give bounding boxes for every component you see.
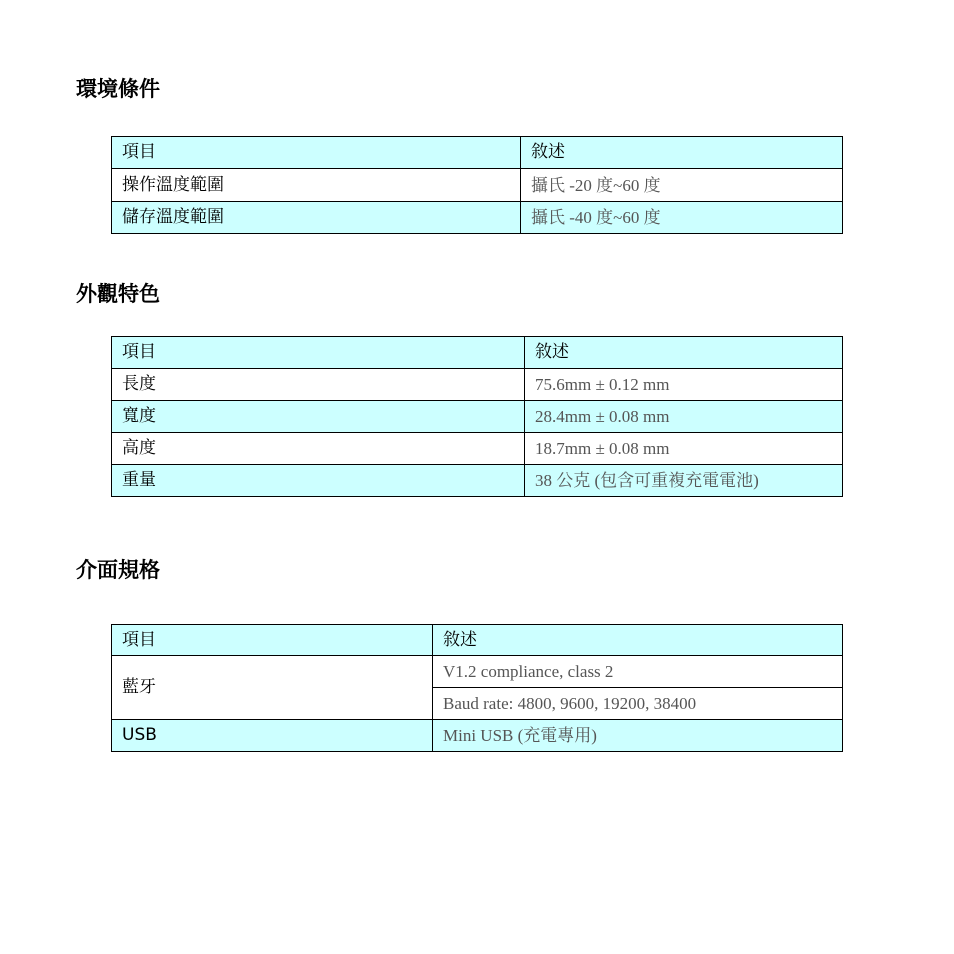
row-desc: 38 公克 (包含可重複充電電池): [525, 465, 843, 497]
row-desc: 28.4mm ± 0.08 mm: [525, 401, 843, 433]
table-row: [112, 433, 843, 465]
row-desc: 75.6mm ± 0.12 mm: [525, 369, 843, 401]
row-item: 寬度: [112, 401, 525, 433]
table-row: [112, 656, 843, 688]
appearance-table: [111, 336, 843, 497]
row-desc: 攝氏 -20 度~60 度: [521, 169, 843, 202]
header-desc: 敘述: [433, 625, 843, 656]
row-item: 重量: [112, 465, 525, 497]
row-item: 操作溫度範圍: [112, 169, 521, 202]
row-desc: 攝氏 -40 度~60 度: [521, 202, 843, 234]
interface-table: [111, 624, 843, 752]
table-row: [112, 465, 843, 497]
row-item-bluetooth: 藍牙: [112, 656, 433, 720]
section-title-environment: 環境條件: [76, 77, 160, 101]
environment-table: [111, 136, 843, 234]
row-desc: Baud rate: 4800, 9600, 19200, 38400: [433, 688, 843, 720]
table-row: [112, 401, 843, 433]
table-header-row: [112, 625, 843, 656]
table-header-row: [112, 137, 843, 169]
header-desc: 敘述: [525, 337, 843, 369]
row-desc: Mini USB (充電專用): [433, 720, 843, 752]
table-row: [112, 202, 843, 234]
table-row: [112, 369, 843, 401]
row-item: 高度: [112, 433, 525, 465]
row-desc: 18.7mm ± 0.08 mm: [525, 433, 843, 465]
section-title-appearance: 外觀特色: [76, 282, 160, 306]
row-item: 長度: [112, 369, 525, 401]
header-item: 項目: [112, 137, 521, 169]
table-row: [112, 720, 843, 752]
row-item: 儲存溫度範圍: [112, 202, 521, 234]
row-desc: V1.2 compliance, class 2: [433, 656, 843, 688]
header-desc: 敘述: [521, 137, 843, 169]
header-item: 項目: [112, 337, 525, 369]
header-item: 項目: [112, 625, 433, 656]
table-header-row: [112, 337, 843, 369]
table-row: [112, 169, 843, 202]
row-item-usb: USB: [112, 720, 433, 752]
section-title-interface: 介面規格: [76, 558, 160, 582]
